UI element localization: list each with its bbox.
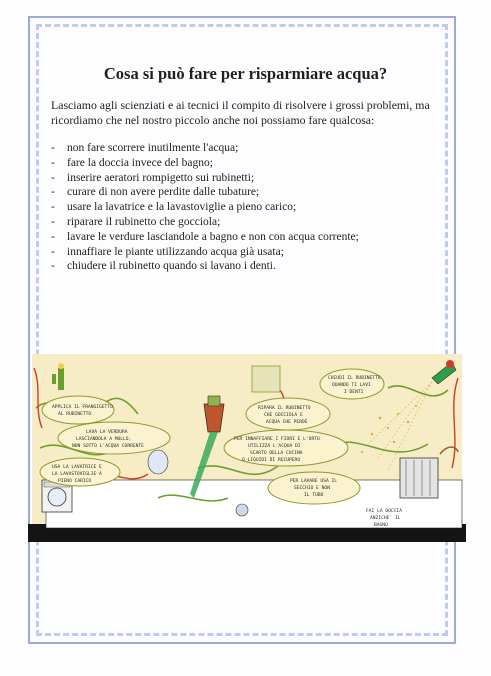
caption-line: SECCHIO E NON [294,486,330,491]
caption-line: LAVA LA VERDURA [86,430,128,435]
bubble-ripara-rubinetto [246,398,330,430]
list-item-text: usare la lavatrice e la lavastoviglie a pieno carico; [67,201,297,214]
caption-line: FAI LA DOCCIA [366,509,402,514]
caption-line: AL RUBINETTO [58,412,92,417]
caption-line: PER INNAFFIARE I FIORI E L'ORTO [234,437,320,442]
caption-line: ANZICHE' IL [370,516,401,521]
bullet-dash: - [51,201,55,214]
caption-line: NON SOTTO L'ACQUA CORRENTE [72,444,144,449]
caption-line: UTILIZZA L'ACQUA DI [248,444,301,449]
caption-line: LASCIANDOLA A MOLLO, [76,437,132,442]
list-item-text: riparare il rubinetto che gocciola; [67,215,221,228]
bubble-lava-verdura [58,422,170,454]
list-item-text: curare di non avere perdite dalle tubature; [67,186,260,199]
water-saving-illustration [28,348,466,548]
bubble-per-lavare [268,472,360,504]
bullet-dash: - [51,171,55,184]
bullet-dash: - [51,142,55,154]
caption-line: I DENTI [344,390,364,395]
bubble-usa-lavatrice [40,458,120,486]
list-item-text: chiudere il rubinetto quando si lavano i denti. [67,260,276,273]
list-item-text: innaffiare le piante utilizzando acqua già usata; [67,245,284,258]
caption-line: CHIUDI IL RUBINETTO [328,376,381,381]
bullet-dash: - [51,156,55,169]
caption-line: RIPARA IL RUBINETTO [258,406,311,411]
list-item-text: non fare scorrere inutilmente l'acqua; [67,142,239,154]
bullet-dash: - [51,186,55,199]
list-item [51,245,441,260]
list-item [51,171,441,186]
bullet-dash: - [51,245,55,258]
caption-line: APPLICA IL FRANGIGETTO [52,405,113,410]
caption-line: CHE GOCCIOLA E [264,413,303,418]
caption-line: QUANDO TI LAVI [332,383,371,388]
list-item-text: inserire aeratori rompigetto sui rubinetti; [67,171,255,184]
caption-line: USA LA LAVATRICE E [52,465,102,470]
caption-line: PER LAVARE USA IL [290,479,338,484]
caption-line: IL TUBO [304,493,324,498]
list-item-text: lavare le verdure lasciandole a bagno e non con acqua corrente; [67,230,359,243]
bullet-dash: - [51,215,55,228]
list-item-text: fare la doccia invece del bagno; [67,156,213,169]
caption-line: PIENO CARICO [58,479,92,484]
caption-line: BAGNO [374,523,388,528]
bubble-applica-frangigetto [42,396,114,424]
list-item [51,185,441,200]
tips-list [51,141,441,274]
page-title: Cosa si può fare per risparmiare acqua? [103,64,388,83]
list-item [51,141,441,156]
tile-panel [252,366,280,392]
list-item [51,215,441,230]
bullet-dash: - [51,230,55,243]
list-item [51,156,441,171]
caption-line: SCARTO DELLA CUCINA [250,451,303,456]
bubble-innaffiare [224,430,348,466]
intro-paragraph: Lasciamo agli scienziati e ai tecnici il compito di risolvere i grossi problemi, ma ricordiamo che nel nostro piccolo anche noi possiamo fare qualcosa: [51,98,430,127]
caption-line: ACQUA CHE PERDE [266,420,308,425]
bullet-dash: - [51,260,55,273]
caption-line: LA LAVASTOVIGLIE A [52,472,102,477]
list-item [51,230,441,245]
list-item [51,259,441,274]
caption-line: O LIQUIDI DI RECUPERO [242,458,301,463]
list-item [51,200,441,215]
